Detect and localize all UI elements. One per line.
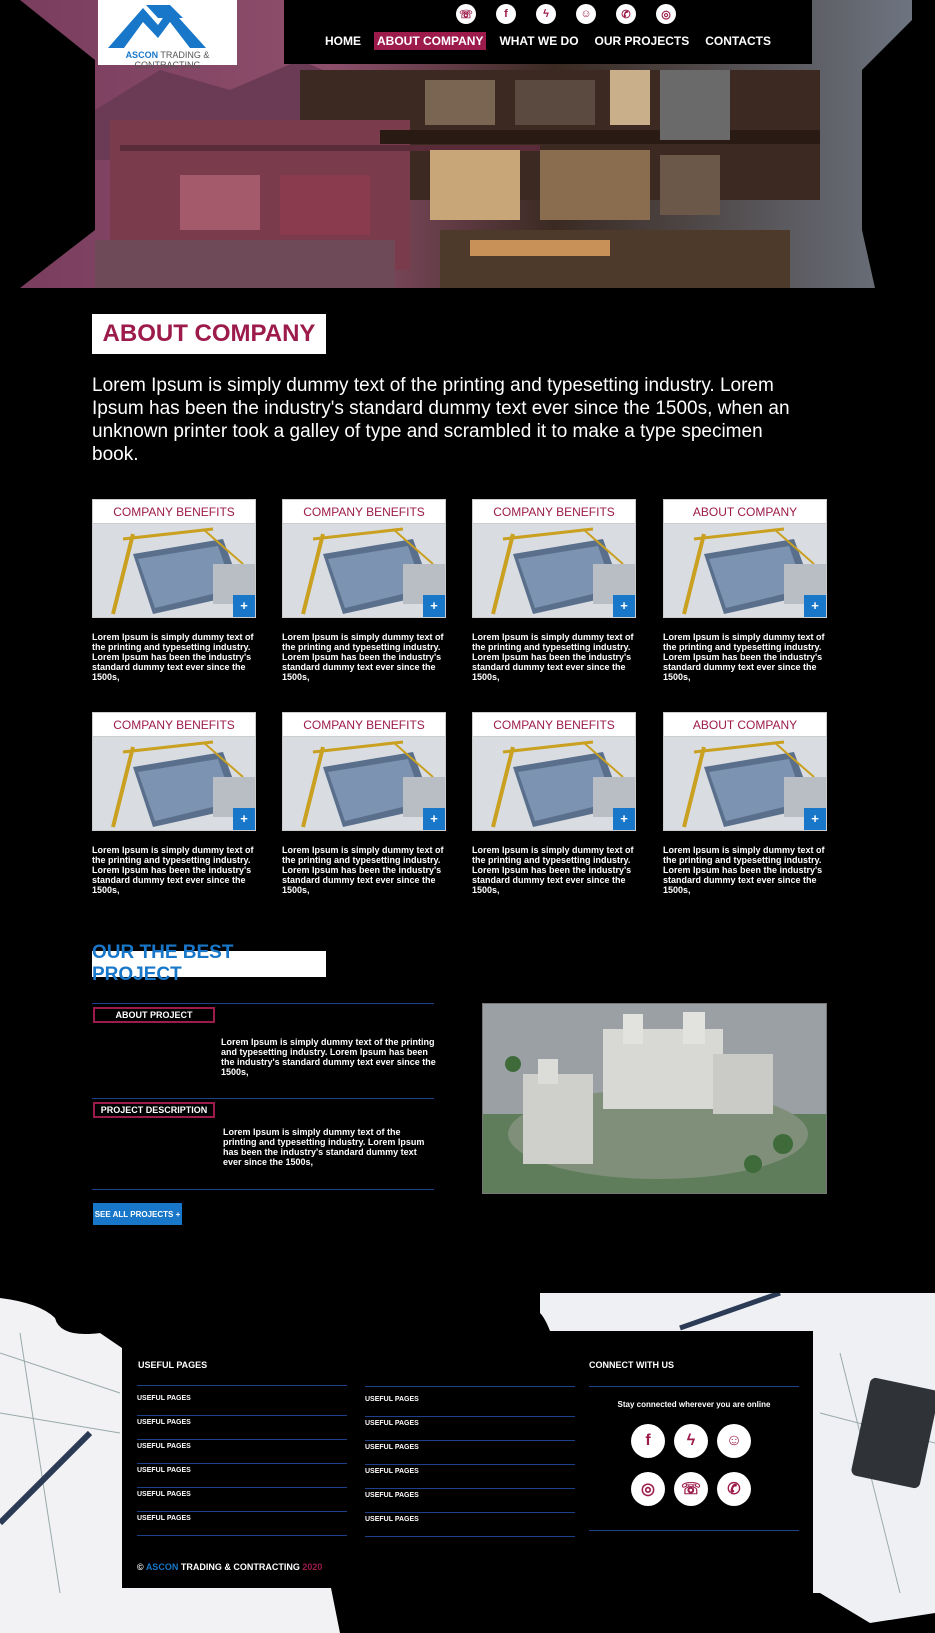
about-text: Lorem Ipsum is simply dummy text of the printing and typesetting industry. Lorem Ipsum has been the industry's standard dummy text ever since the 1500s, when an unknown printer took a galley of type and scrambled it to make a type specimen book. bbox=[92, 375, 790, 465]
expand-plus-button[interactable]: + bbox=[233, 808, 255, 830]
benefit-card[interactable] bbox=[663, 712, 827, 895]
project-description-tag: PROJECT DESCRIPTION bbox=[93, 1102, 215, 1118]
construction-image bbox=[664, 737, 827, 831]
facebook-icon[interactable]: f bbox=[496, 4, 516, 24]
benefit-card[interactable] bbox=[282, 499, 446, 682]
nav-about-company[interactable]: ABOUT COMPANY bbox=[374, 32, 486, 50]
construction-image bbox=[93, 524, 256, 618]
expand-plus-button[interactable]: + bbox=[804, 808, 826, 830]
footer-links-col-1 bbox=[137, 1392, 347, 1536]
copyright-year: 2020 bbox=[302, 1562, 323, 1572]
nav-what-we-do[interactable]: WHAT WE DO bbox=[499, 34, 579, 48]
expand-plus-button[interactable]: + bbox=[613, 595, 635, 617]
useful-pages-heading: USEFUL PAGES bbox=[138, 1360, 208, 1370]
construction-image bbox=[93, 737, 256, 831]
divider bbox=[589, 1530, 799, 1531]
expand-plus-button[interactable]: + bbox=[613, 808, 635, 830]
card-text: Lorem Ipsum is simply dummy text of the printing and typesetting industry. Lorem Ipsum has been the industry's standard dummy text ever since the 1500s, bbox=[472, 845, 634, 895]
divider bbox=[92, 1189, 434, 1190]
project-title: OUR THE BEST PROJECT bbox=[92, 951, 326, 977]
project-description-text: Lorem Ipsum is simply dummy text of the printing and typesetting industry. Lorem Ipsum has been the industry's standard dummy text ever since the 1500s, bbox=[223, 1127, 425, 1167]
viber-icon[interactable]: ☏ bbox=[456, 4, 476, 24]
card-image bbox=[472, 524, 636, 618]
card-text: Lorem Ipsum is simply dummy text of the printing and typesetting industry. Lorem Ipsum has been the industry's standard dummy text ever since the 1500s, bbox=[663, 632, 825, 682]
about-project-text: Lorem Ipsum is simply dummy text of the printing and typesetting industry. Lorem Ipsum has been the industry's standard dummy text ever since the 1500s, bbox=[221, 1037, 436, 1077]
whatsapp-icon[interactable]: ✆ bbox=[717, 1472, 751, 1506]
card-title: COMPANY BENEFITS bbox=[92, 499, 256, 524]
card-title: ABOUT COMPANY bbox=[663, 499, 827, 524]
card-image bbox=[663, 737, 827, 831]
footer-link[interactable]: USEFUL PAGES bbox=[137, 1512, 347, 1536]
project-photo bbox=[482, 1003, 827, 1194]
benefit-card[interactable] bbox=[472, 712, 636, 895]
card-title: COMPANY BENEFITS bbox=[472, 499, 636, 524]
nav-home[interactable]: HOME bbox=[324, 34, 361, 48]
logo[interactable] bbox=[98, 0, 237, 70]
card-title: COMPANY BENEFITS bbox=[92, 712, 256, 737]
construction-image bbox=[664, 524, 827, 618]
footer-link[interactable]: USEFUL PAGES bbox=[365, 1393, 575, 1417]
viber-icon[interactable]: ☏ bbox=[674, 1472, 708, 1506]
instagram-icon[interactable]: ◎ bbox=[656, 4, 676, 24]
divider bbox=[589, 1386, 799, 1387]
card-text: Lorem Ipsum is simply dummy text of the printing and typesetting industry. Lorem Ipsum has been the industry's standard dummy text ever since the 1500s, bbox=[92, 632, 254, 682]
nav-our-projects[interactable]: OUR PROJECTS bbox=[594, 34, 690, 48]
footer-link[interactable]: USEFUL PAGES bbox=[137, 1440, 347, 1464]
card-image bbox=[282, 737, 446, 831]
card-title: ABOUT COMPANY bbox=[663, 712, 827, 737]
expand-plus-button[interactable]: + bbox=[233, 595, 255, 617]
divider bbox=[92, 1003, 434, 1004]
palace-model-image bbox=[483, 1004, 827, 1194]
footer-link[interactable]: USEFUL PAGES bbox=[365, 1465, 575, 1489]
about-project-tag: ABOUT PROJECT bbox=[93, 1007, 215, 1023]
footer-link[interactable]: USEFUL PAGES bbox=[365, 1441, 575, 1465]
benefit-card[interactable] bbox=[663, 499, 827, 682]
copyright-symbol: © bbox=[137, 1562, 144, 1572]
card-text: Lorem Ipsum is simply dummy text of the printing and typesetting industry. Lorem Ipsum has been the industry's standard dummy text ever since the 1500s, bbox=[92, 845, 254, 895]
card-image bbox=[472, 737, 636, 831]
hero-banner bbox=[0, 0, 935, 290]
see-all-projects-button[interactable] bbox=[93, 1203, 182, 1225]
copyright-brand: ASCON bbox=[145, 1562, 179, 1572]
benefit-card[interactable] bbox=[472, 499, 636, 682]
about-title: ABOUT COMPANY bbox=[92, 314, 326, 354]
card-image bbox=[282, 524, 446, 618]
benefit-card[interactable] bbox=[92, 712, 256, 895]
expand-plus-button[interactable]: + bbox=[423, 808, 445, 830]
instagram-icon[interactable]: ◎ bbox=[631, 1472, 665, 1506]
construction-image bbox=[283, 737, 446, 831]
footer-link[interactable]: USEFUL PAGES bbox=[365, 1489, 575, 1513]
card-text: Lorem Ipsum is simply dummy text of the printing and typesetting industry. Lorem Ipsum has been the industry's standard dummy text ever since the 1500s, bbox=[282, 632, 444, 682]
footer-link[interactable]: USEFUL PAGES bbox=[365, 1417, 575, 1441]
card-title: COMPANY BENEFITS bbox=[472, 712, 636, 737]
logo-mountain-icon bbox=[98, 0, 237, 50]
snapchat-icon[interactable]: ☺ bbox=[576, 4, 596, 24]
card-text: Lorem Ipsum is simply dummy text of the printing and typesetting industry. Lorem Ipsum has been the industry's standard dummy text ever since the 1500s, bbox=[472, 632, 634, 682]
divider bbox=[92, 1098, 434, 1099]
main-nav bbox=[284, 32, 812, 50]
construction-image bbox=[473, 737, 636, 831]
card-text: Lorem Ipsum is simply dummy text of the printing and typesetting industry. Lorem Ipsum has been the industry's standard dummy text ever since the 1500s, bbox=[663, 845, 825, 895]
copyright bbox=[137, 1562, 322, 1572]
nav-contacts[interactable]: CONTACTS bbox=[705, 34, 772, 48]
footer-link[interactable]: USEFUL PAGES bbox=[365, 1513, 575, 1537]
top-navigation-bar bbox=[284, 0, 812, 64]
expand-plus-button[interactable]: + bbox=[423, 595, 445, 617]
divider bbox=[137, 1385, 347, 1386]
benefit-card[interactable] bbox=[92, 499, 256, 682]
card-image bbox=[92, 737, 256, 831]
construction-image bbox=[473, 524, 636, 618]
benefit-card[interactable] bbox=[282, 712, 446, 895]
plus-icon: + bbox=[175, 1209, 181, 1219]
card-image bbox=[663, 524, 827, 618]
card-image bbox=[92, 524, 256, 618]
footer-social-row-1 bbox=[631, 1424, 751, 1458]
expand-plus-button[interactable]: + bbox=[804, 595, 826, 617]
copyright-text: TRADING & CONTRACTING bbox=[180, 1562, 300, 1572]
footer-link[interactable]: USEFUL PAGES bbox=[137, 1392, 347, 1416]
card-title: COMPANY BENEFITS bbox=[282, 712, 446, 737]
facebook-icon[interactable]: f bbox=[631, 1424, 665, 1458]
messenger-icon[interactable]: ϟ bbox=[536, 4, 556, 24]
card-title: COMPANY BENEFITS bbox=[282, 499, 446, 524]
footer-link[interactable]: USEFUL PAGES bbox=[137, 1416, 347, 1440]
header-social-icons bbox=[456, 4, 676, 24]
footer-link[interactable]: USEFUL PAGES bbox=[137, 1464, 347, 1488]
snapchat-icon[interactable]: ☺ bbox=[717, 1424, 751, 1458]
messenger-icon[interactable]: ϟ bbox=[674, 1424, 708, 1458]
footer-link[interactable]: USEFUL PAGES bbox=[137, 1488, 347, 1512]
footer-links-col-2 bbox=[365, 1393, 575, 1537]
footer-social-row-2 bbox=[631, 1472, 751, 1506]
connect-heading: CONNECT WITH US bbox=[589, 1360, 674, 1370]
card-text: Lorem Ipsum is simply dummy text of the printing and typesetting industry. Lorem Ipsum has been the industry's standard dummy text ever since the 1500s, bbox=[282, 845, 444, 895]
logo-text: ASCON TRADING & CONTRACTING bbox=[125, 50, 210, 70]
see-all-projects-label: SEE ALL PROJECTS bbox=[94, 1209, 174, 1219]
connect-subtext: Stay connected wherever you are online bbox=[617, 1400, 771, 1409]
whatsapp-icon[interactable]: ✆ bbox=[616, 4, 636, 24]
divider bbox=[365, 1386, 575, 1387]
construction-image bbox=[283, 524, 446, 618]
